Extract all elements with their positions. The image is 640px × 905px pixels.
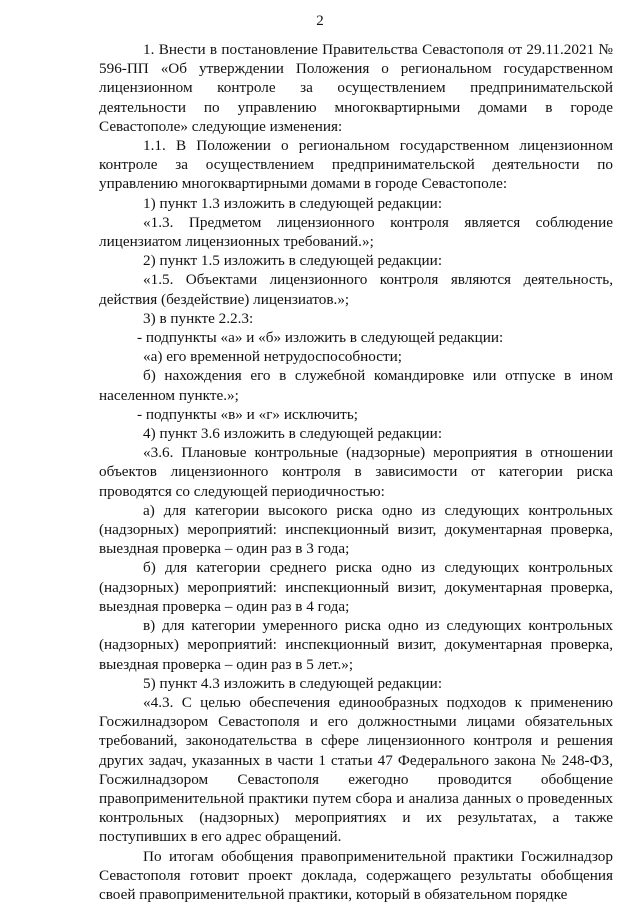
paragraph: 3) в пункте 2.2.3:	[143, 309, 254, 327]
document-body	[99, 40, 613, 904]
paragraph: - подпункты «а» и «б» изложить в следующей редакции:	[137, 329, 504, 347]
paragraph: 5) пункт 4.3 изложить в следующей редакции:	[143, 674, 443, 692]
paragraph: «1.3. Предметом лицензионного контроля является соблюдение лицензиатом лицензионных требований.»;	[99, 213, 613, 251]
paragraph: «а) его временной нетрудоспособности;	[143, 348, 402, 366]
paragraph: в) для категории умеренного риска одно из следующих контрольных (надзорных) мероприятий: инспекционный визит, документарная проверка, выездная проверка – один раз в 5 лет.»;	[99, 617, 613, 673]
paragraph: По итогам обобщения правоприменительной практики Госжилнадзор Севастополя готовит проект доклада, содержащего результаты обобщения своей правоприменительной практики, который в обязательном порядке	[99, 847, 613, 903]
paragraph: «3.6. Плановые контрольные (надзорные) мероприятия в отношении объектов лицензионного контроля в зависимости от категории риска проводятся со следующей периодичностью:	[99, 444, 613, 500]
paragraph: 2) пункт 1.5 изложить в следующей редакции:	[143, 252, 443, 270]
paragraph: - подпункты «в» и «г» исключить;	[137, 405, 358, 423]
paragraph: 1. Внести в постановление Правительства Севастополя от 29.11.2021 № 596-ПП «Об утверждении Положения о региональном государственном лицензионном контроле за осуществлением предпринимательской деятельности по управлению многоквартирными домами в городе Севастополе» следующие изменения:	[99, 41, 613, 135]
paragraph: «4.3. С целью обеспечения единообразных подходов к применению Госжилнадзором Севастополя и его должностными лицами обязательных требований, законодательства в сфере лицензионного контроля и решения других задач, указанных в части 1 статьи 47 Федерального закона № 248-ФЗ, Госжилнадзором Севастополя ежегодно проводится обобщение правоприменительной практики путем сбора и анализа данных о проведенных контрольных (надзорных) мероприятиях и их результатах, а также поступивших в его адрес обращений.	[99, 693, 613, 846]
paragraph: 4) пункт 3.6 изложить в следующей редакции:	[143, 425, 443, 443]
paragraph: б) для категории среднего риска одно из следующих контрольных (надзорных) мероприятий: инспекционный визит, документарная проверка, выездная проверка – один раз в 4 года;	[99, 559, 613, 615]
paragraph: 1) пункт 1.3 изложить в следующей редакции:	[143, 194, 443, 212]
paragraph: 1.1. В Положении о региональном государственном лицензионном контроле за осуществлением предпринимательской деятельности по управлению многоквартирными домами в городе Севастополе:	[99, 137, 613, 193]
paragraph: «1.5. Объектами лицензионного контроля являются деятельность, действия (бездействие) лицензиатов.»;	[99, 271, 613, 308]
paragraph: б) нахождения его в служебной командировке или отпуске в ином населенном пункте.»;	[99, 367, 613, 404]
page-number: 2	[316, 13, 324, 29]
paragraph: а) для категории высокого риска одно из следующих контрольных (надзорных) мероприятий: инспекционный визит, документарная проверка, выездная проверка – один раз в 3 года;	[99, 501, 613, 558]
